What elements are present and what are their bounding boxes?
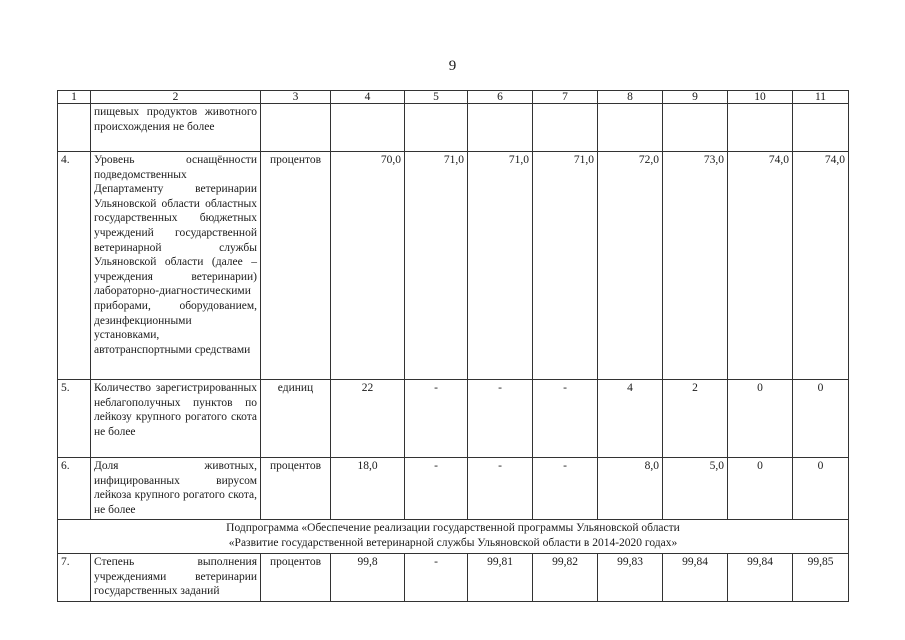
value-cell [663, 104, 728, 152]
value-cell: 0 [728, 458, 793, 520]
page-number: 9 [448, 58, 457, 74]
value-cell: - [468, 458, 533, 520]
value-cell: - [533, 458, 598, 520]
col-num-3: 3 [261, 91, 331, 104]
value-cell [405, 104, 468, 152]
value-cell: 99,81 [468, 554, 533, 602]
subprogram-row [58, 520, 849, 554]
value-cell: 2 [663, 380, 728, 458]
col-num-6: 6 [468, 91, 533, 104]
indicator-name: Степень выполнения учреждениями ветеринарии государственных заданий [91, 554, 261, 602]
col-num-11: 11 [793, 91, 849, 104]
row-number: 6. [58, 458, 91, 520]
value-cell: 74,0 [728, 152, 793, 380]
value-cell: - [405, 458, 468, 520]
table-row [58, 380, 849, 458]
unit: процентов [261, 152, 331, 380]
subprogram-line-1: Подпрограмма «Обеспечение реализации государственной программы Ульяновской области [226, 522, 680, 534]
value-cell: 73,0 [663, 152, 728, 380]
value-cell: 99,82 [533, 554, 598, 602]
value-cell: 8,0 [598, 458, 663, 520]
column-number-row [58, 91, 849, 104]
value-cell [533, 104, 598, 152]
value-cell: 71,0 [533, 152, 598, 380]
value-cell: 18,0 [331, 458, 405, 520]
value-cell [728, 104, 793, 152]
indicator-name: Уровень оснащённости подведомственных Департаменту ветеринарии Ульяновской области областных государственных бюджетных учреждений государственной ветеринарной службы Ульяновской области (далее – учреждения ветеринарии) лабораторно-диагностическими приборами, оборудованием, дезинфекционными установками, автотранспортными средствами [91, 152, 261, 380]
value-cell: 0 [793, 458, 849, 520]
row-number: 7. [58, 554, 91, 602]
indicator-name: Количество зарегистрированных неблагополучных пунктов по лейкозу крупного рогатого скота не более [91, 380, 261, 458]
table-row [58, 554, 849, 602]
col-num-10: 10 [728, 91, 793, 104]
row-number [58, 104, 91, 152]
col-num-1: 1 [58, 91, 91, 104]
value-cell: 22 [331, 380, 405, 458]
value-cell: 99,83 [598, 554, 663, 602]
value-cell: 74,0 [793, 152, 849, 380]
value-cell: 0 [728, 380, 793, 458]
unit: процентов [261, 554, 331, 602]
value-cell: 70,0 [331, 152, 405, 380]
indicator-name: пищевых продуктов животного происхождения не более [91, 104, 261, 152]
value-cell: 0 [793, 380, 849, 458]
value-cell [331, 104, 405, 152]
value-cell [793, 104, 849, 152]
value-cell: 71,0 [468, 152, 533, 380]
value-cell: 99,84 [728, 554, 793, 602]
col-num-4: 4 [331, 91, 405, 104]
value-cell: - [533, 380, 598, 458]
value-cell: 99,8 [331, 554, 405, 602]
value-cell [468, 104, 533, 152]
subprogram-line-2: «Развитие государственной ветеринарной службы Ульяновской области в 2014-2020 годах» [228, 536, 678, 549]
table-row [58, 152, 849, 380]
table-row [58, 104, 849, 152]
row-number: 4. [58, 152, 91, 380]
value-cell: - [405, 554, 468, 602]
unit [261, 104, 331, 152]
subprogram-heading [58, 520, 849, 554]
col-num-2: 2 [91, 91, 261, 104]
value-cell: 4 [598, 380, 663, 458]
value-cell: 71,0 [405, 152, 468, 380]
col-num-5: 5 [405, 91, 468, 104]
table-row [58, 458, 849, 520]
row-number: 5. [58, 380, 91, 458]
value-cell [598, 104, 663, 152]
unit: единиц [261, 380, 331, 458]
value-cell: 72,0 [598, 152, 663, 380]
value-cell: 5,0 [663, 458, 728, 520]
col-num-8: 8 [598, 91, 663, 104]
col-num-9: 9 [663, 91, 728, 104]
unit: процентов [261, 458, 331, 520]
indicator-name: Доля животных, инфицированных вирусом лейкоза крупного рогатого скота, не более [91, 458, 261, 520]
indicators-table [57, 90, 849, 602]
value-cell: 99,84 [663, 554, 728, 602]
col-num-7: 7 [533, 91, 598, 104]
value-cell: 99,85 [793, 554, 849, 602]
value-cell: - [468, 380, 533, 458]
value-cell: - [405, 380, 468, 458]
